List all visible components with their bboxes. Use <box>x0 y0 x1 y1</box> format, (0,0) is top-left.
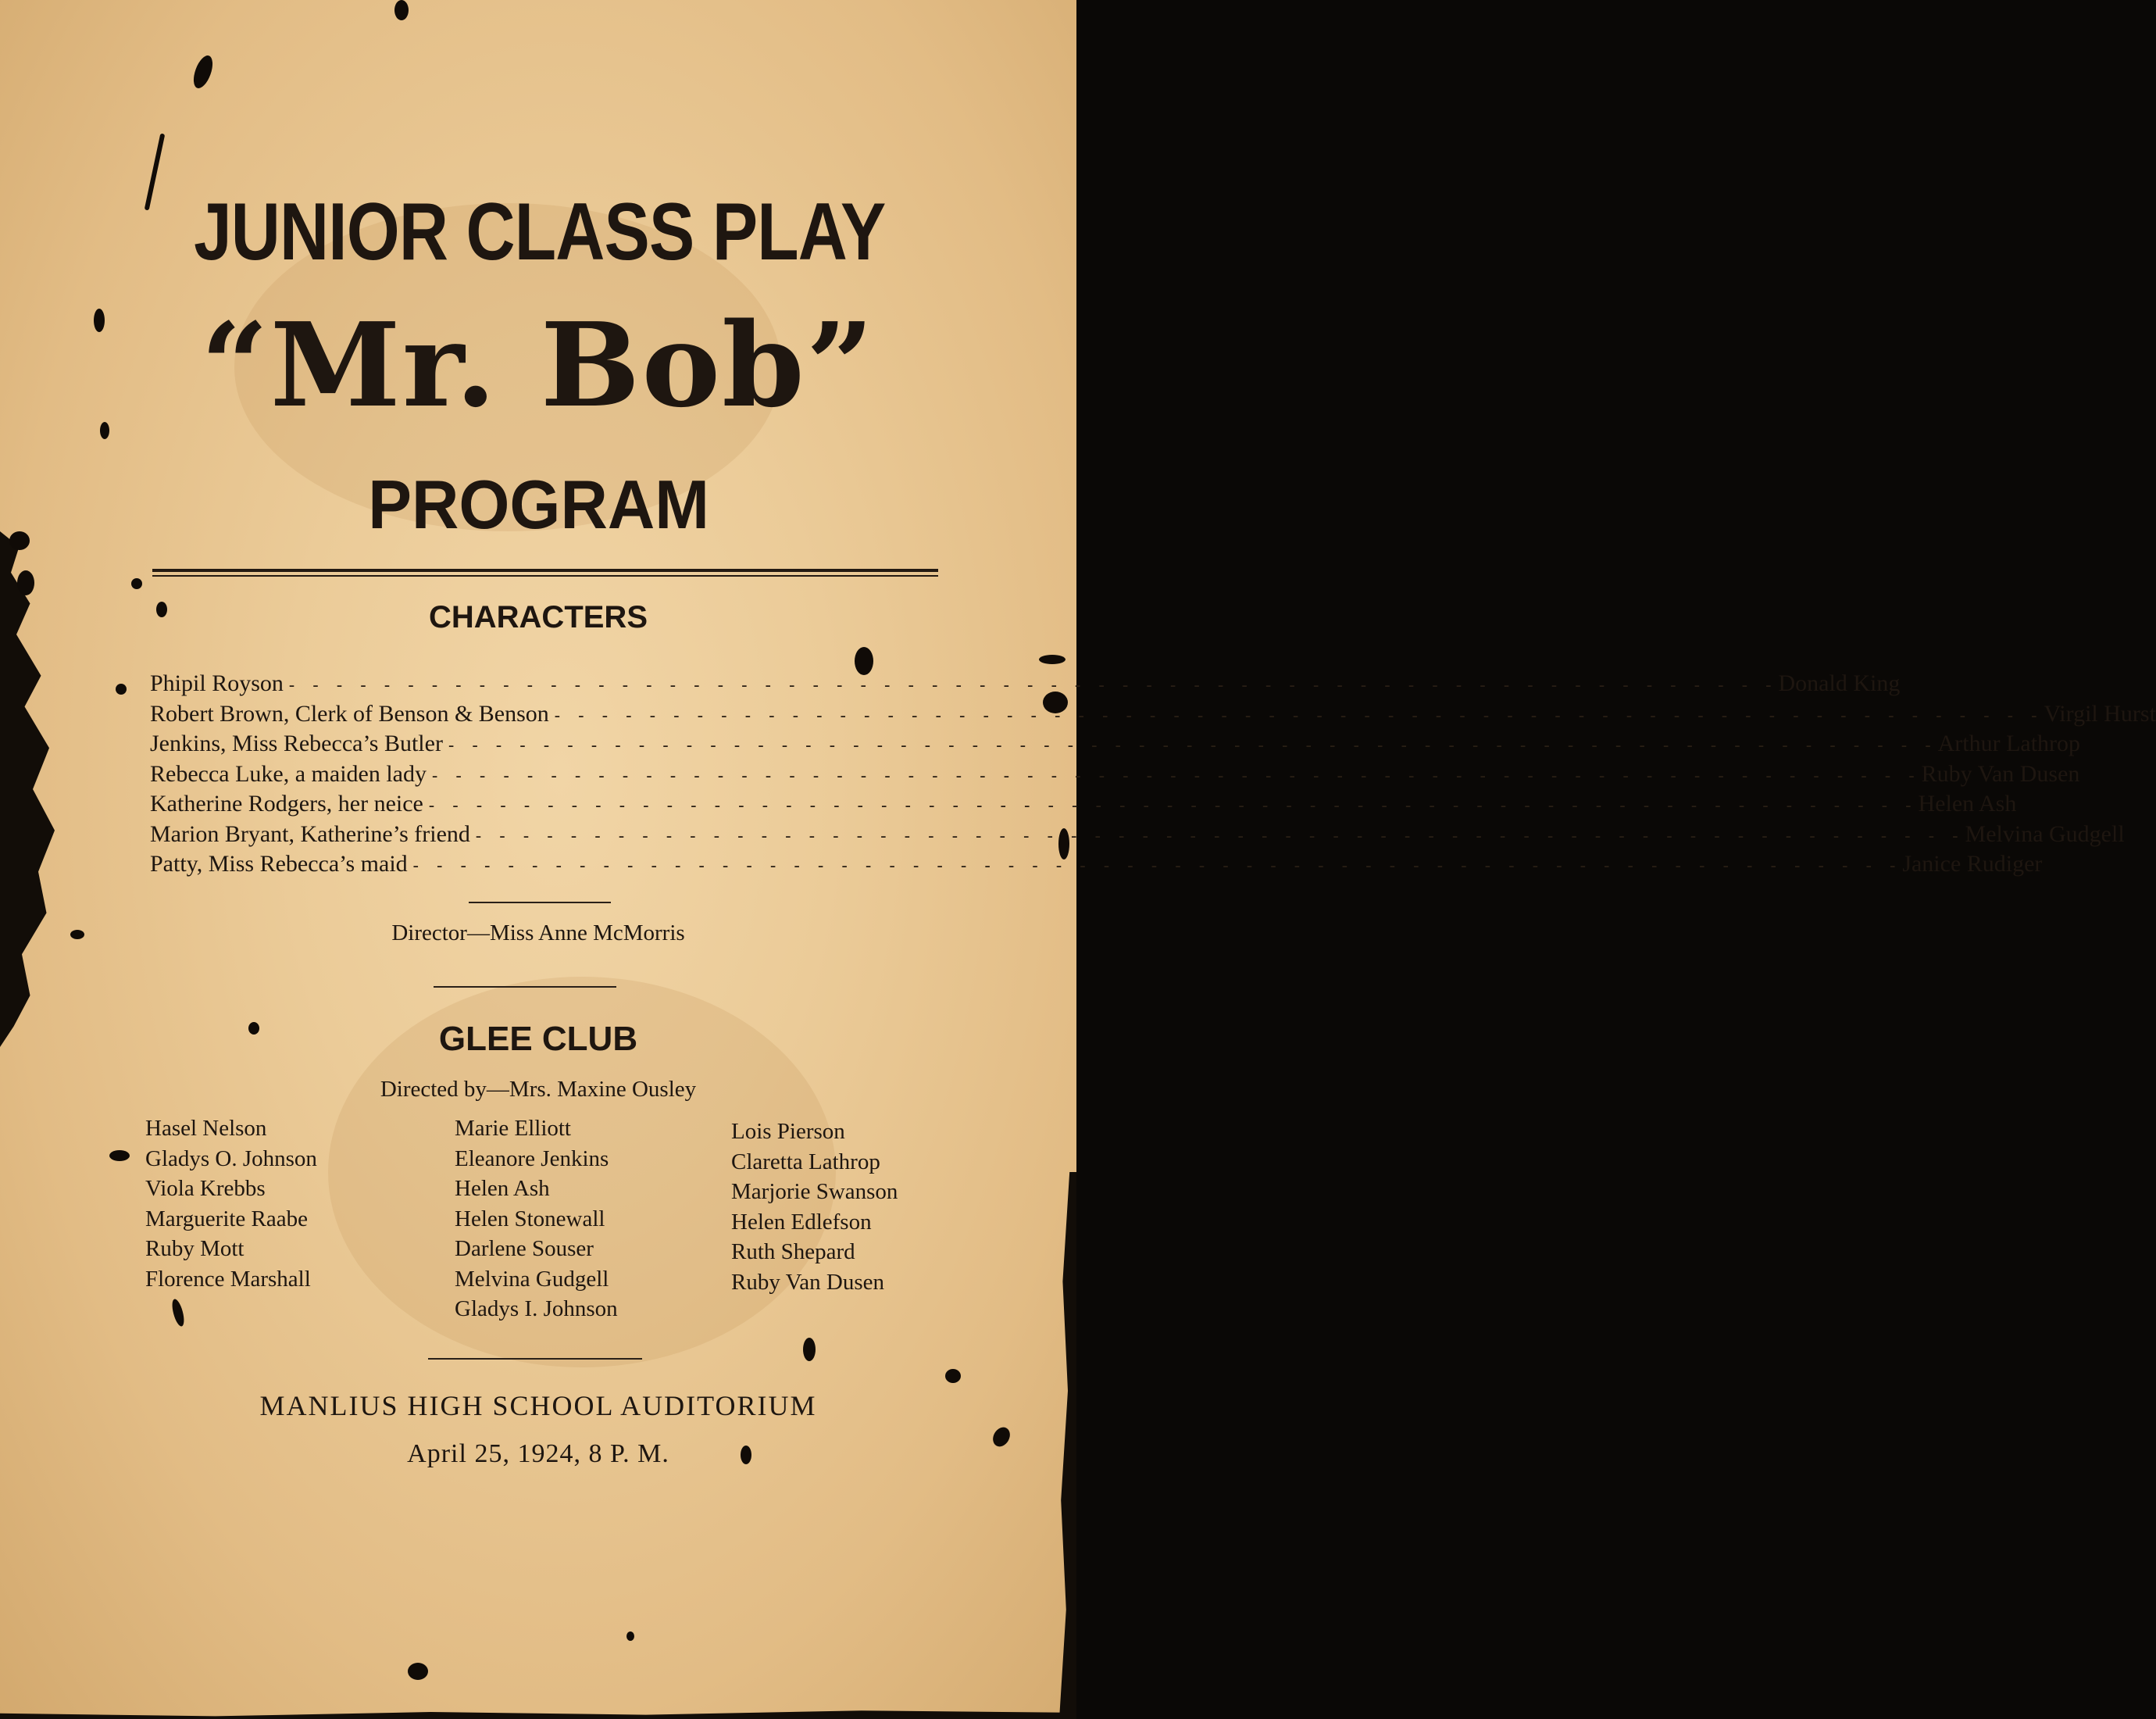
member-name: Gladys O. Johnson <box>145 1145 317 1171</box>
short-divider <box>434 986 616 988</box>
member-name: Eleanore Jenkins <box>455 1145 609 1171</box>
character-name: Katherine Rodgers, her neice <box>150 791 423 817</box>
ink-spot <box>116 684 127 695</box>
cast-row <box>150 791 2017 821</box>
play-title: “Mr. Bob” <box>200 297 876 433</box>
cast-list <box>150 670 2156 881</box>
dot-leader: - - - - - - - - - - - - - - - - - - - - - - - - - - - - - - - - - - - - - - - - - - - - - - - - - - - - - - - - - - - - - - - <box>426 796 1915 816</box>
short-divider <box>469 902 611 903</box>
ink-spot <box>803 1338 816 1361</box>
member-name: Ruth Shepard <box>731 1239 855 1264</box>
member-name: Marie Elliott <box>455 1116 571 1141</box>
actor-name: Arthur Lathrop <box>1937 731 2081 756</box>
actor-name: Janice Rudiger <box>1902 851 2043 877</box>
ink-spot <box>131 578 142 589</box>
ink-spot <box>170 1298 187 1328</box>
double-divider <box>152 569 938 577</box>
actor-name: Virgil Hurst <box>2044 700 2156 727</box>
member-name: Lois Pierson <box>731 1119 845 1144</box>
character-name: Rebecca Luke, a maiden lady <box>150 760 427 787</box>
venue-line: MANLIUS HIGH SCHOOL AUDITORIUM <box>259 1390 817 1421</box>
ink-spot <box>626 1631 634 1641</box>
dot-leader: - - - - - - - - - - - - - - - - - - - - - - - - - - - - - - - - - - - - - - - - - - - - - - - - - - - - - - - - - - - - - - - <box>445 736 1935 756</box>
glee-club-director: Directed by—Mrs. Maxine Ousley <box>380 1077 697 1102</box>
ink-spot <box>394 0 409 20</box>
member-name: Claretta Lathrop <box>731 1149 880 1174</box>
characters-heading: CHARACTERS <box>429 600 648 634</box>
date-line: April 25, 1924, 8 P. M. <box>407 1439 669 1468</box>
member-name: Gladys I. Johnson <box>455 1296 618 1321</box>
cast-row <box>150 760 2080 792</box>
glee-column-2 <box>455 1116 618 1327</box>
cast-row <box>150 851 2043 881</box>
actor-name: Donald King <box>1778 670 1901 696</box>
actor-name: Melvina Gudgell <box>1965 820 2125 847</box>
character-name: Marion Bryant, Katherine’s friend <box>150 820 470 847</box>
glee-column-1 <box>145 1116 317 1296</box>
cast-row <box>150 700 2156 731</box>
glee-column-3 <box>731 1119 898 1299</box>
actor-name: Helen Ash <box>1918 791 2017 817</box>
play-heading: JUNIOR CLASS PLAY <box>194 187 886 277</box>
ink-spot <box>190 53 216 91</box>
ink-spot <box>17 570 34 595</box>
dot-leader: - - - - - - - - - - - - - - - - - - - - - - - - - - - - - - - - - - - - - - - - - - - - - - - - - - - - - - - - - - - - - - - <box>473 826 1962 846</box>
ink-spot <box>109 1150 130 1161</box>
dot-leader: - - - - - - - - - - - - - - - - - - - - - - - - - - - - - - - - - - - - - - - - - - - - - - - - - - - - - - - - - - - - - - - <box>430 766 1919 786</box>
member-name: Ruby Mott <box>145 1236 245 1261</box>
member-name: Hasel Nelson <box>145 1116 267 1141</box>
dot-leader: - - - - - - - - - - - - - - - - - - - - - - - - - - - - - - - - - - - - - - - - - - - - - - - - - - - - - - - - - - - - - - - <box>410 856 1900 876</box>
cast-row <box>150 731 2081 761</box>
dot-leader: - - - - - - - - - - - - - - - - - - - - - - - - - - - - - - - - - - - - - - - - - - - - - - - - - - - - - - - - - - - - - - - <box>286 676 1776 695</box>
member-name: Viola Krebbs <box>145 1176 266 1201</box>
character-name: Phipil Royson <box>150 670 284 696</box>
character-name: Jenkins, Miss Rebecca’s Butler <box>150 731 443 756</box>
member-name: Ruby Van Dusen <box>731 1269 885 1295</box>
ink-spot <box>1039 655 1066 664</box>
character-name: Patty, Miss Rebecca’s maid <box>150 851 408 877</box>
member-name: Helen Edlefson <box>731 1209 872 1235</box>
short-divider <box>428 1358 642 1360</box>
director-credit: Director—Miss Anne McMorris <box>391 920 685 945</box>
member-name: Helen Ash <box>455 1176 550 1201</box>
cast-row <box>150 820 2125 852</box>
member-name: Melvina Gudgell <box>455 1266 609 1292</box>
actor-name: Ruby Van Dusen <box>1921 760 2080 787</box>
dot-leader: - - - - - - - - - - - - - - - - - - - - - - - - - - - - - - - - - - - - - - - - - - - - - - - - - - - - - - - - - - - - - - - <box>551 706 2041 726</box>
character-name: Robert Brown, Clerk of Benson & Benson <box>150 700 549 727</box>
member-name: Marjorie Swanson <box>731 1179 898 1204</box>
member-name: Darlene Souser <box>455 1236 594 1261</box>
member-name: Marguerite Raabe <box>145 1206 309 1231</box>
torn-edge-bottom <box>0 1705 1076 1719</box>
member-name: Florence Marshall <box>145 1266 311 1292</box>
ink-spot <box>408 1663 428 1680</box>
program-heading: PROGRAM <box>368 466 709 543</box>
member-name: Helen Stonewall <box>455 1206 605 1231</box>
ink-spot <box>945 1369 961 1383</box>
glee-club-heading: GLEE CLUB <box>438 1020 638 1058</box>
cast-row <box>150 670 1901 701</box>
